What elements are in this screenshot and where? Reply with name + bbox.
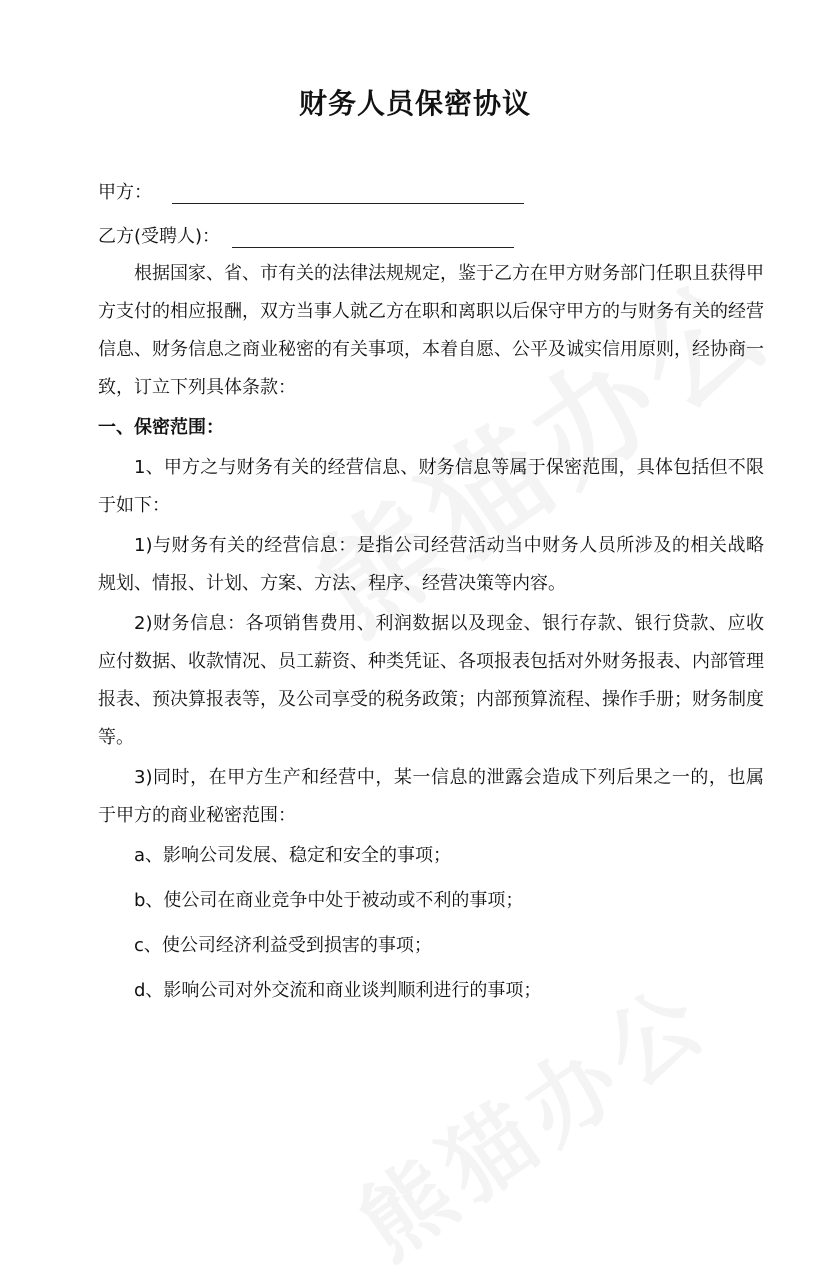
party-b-label: 乙方(受聘人)： — [98, 226, 221, 247]
page-title: 财务人员保密协议 — [298, 87, 531, 120]
section-heading: 一、保密范围： — [98, 417, 224, 438]
clause-paragraph: 1、甲方之与财务有关的经营信息、财务信息等属于保密范围，具体包括但不限于如下： — [98, 457, 764, 516]
clause-paragraph: 1)与财务有关的经营信息：是指公司经营活动当中财务人员所涉及的相关战略规划、情报、计划、方案、方法、程序、经营决策等内容。 — [98, 535, 764, 594]
party-b-row — [98, 222, 514, 248]
clause-paragraph: 3)同时，在甲方生产和经营中，某一信息的泄露会造成下列后果之一的，也属于甲方的商业秘密范围： — [98, 767, 764, 826]
document-body — [98, 255, 764, 1017]
list-item: c、使公司经济利益受到损害的事项； — [134, 935, 432, 956]
list-item: d、影响公司对外交流和商业谈判顺利进行的事项； — [134, 980, 542, 1001]
clause-paragraph: 2)财务信息：各项销售费用、利润数据以及现金、银行存款、银行贷款、应收应付数据、收款情况、员工薪资、种类凭证、各项报表包括对外财务报表、内部管理报表、预决算报表等，及公司享受的税务政策；内部预算流程、操作手册；财务制度等。 — [98, 613, 764, 748]
list-item: b、使公司在商业竞争中处于被动或不利的事项； — [134, 890, 524, 911]
party-a-label: 甲方： — [98, 182, 152, 203]
party-a-blank-line — [172, 183, 524, 204]
party-b-blank-line — [232, 227, 514, 248]
intro-paragraph: 根据国家、省、市有关的法律法规规定，鉴于乙方在甲方财务部门任职且获得甲方支付的相应报酬，双方当事人就乙方在职和离职以后保守甲方的与财务有关的经营信息、财务信息之商业秘密的有关事项，本着自愿、公平及诚实信用原则，经协商一致，订立下列具体条款： — [98, 263, 764, 398]
list-item: a、影响公司发展、稳定和安全的事项； — [134, 845, 452, 866]
party-a-row — [98, 178, 524, 204]
